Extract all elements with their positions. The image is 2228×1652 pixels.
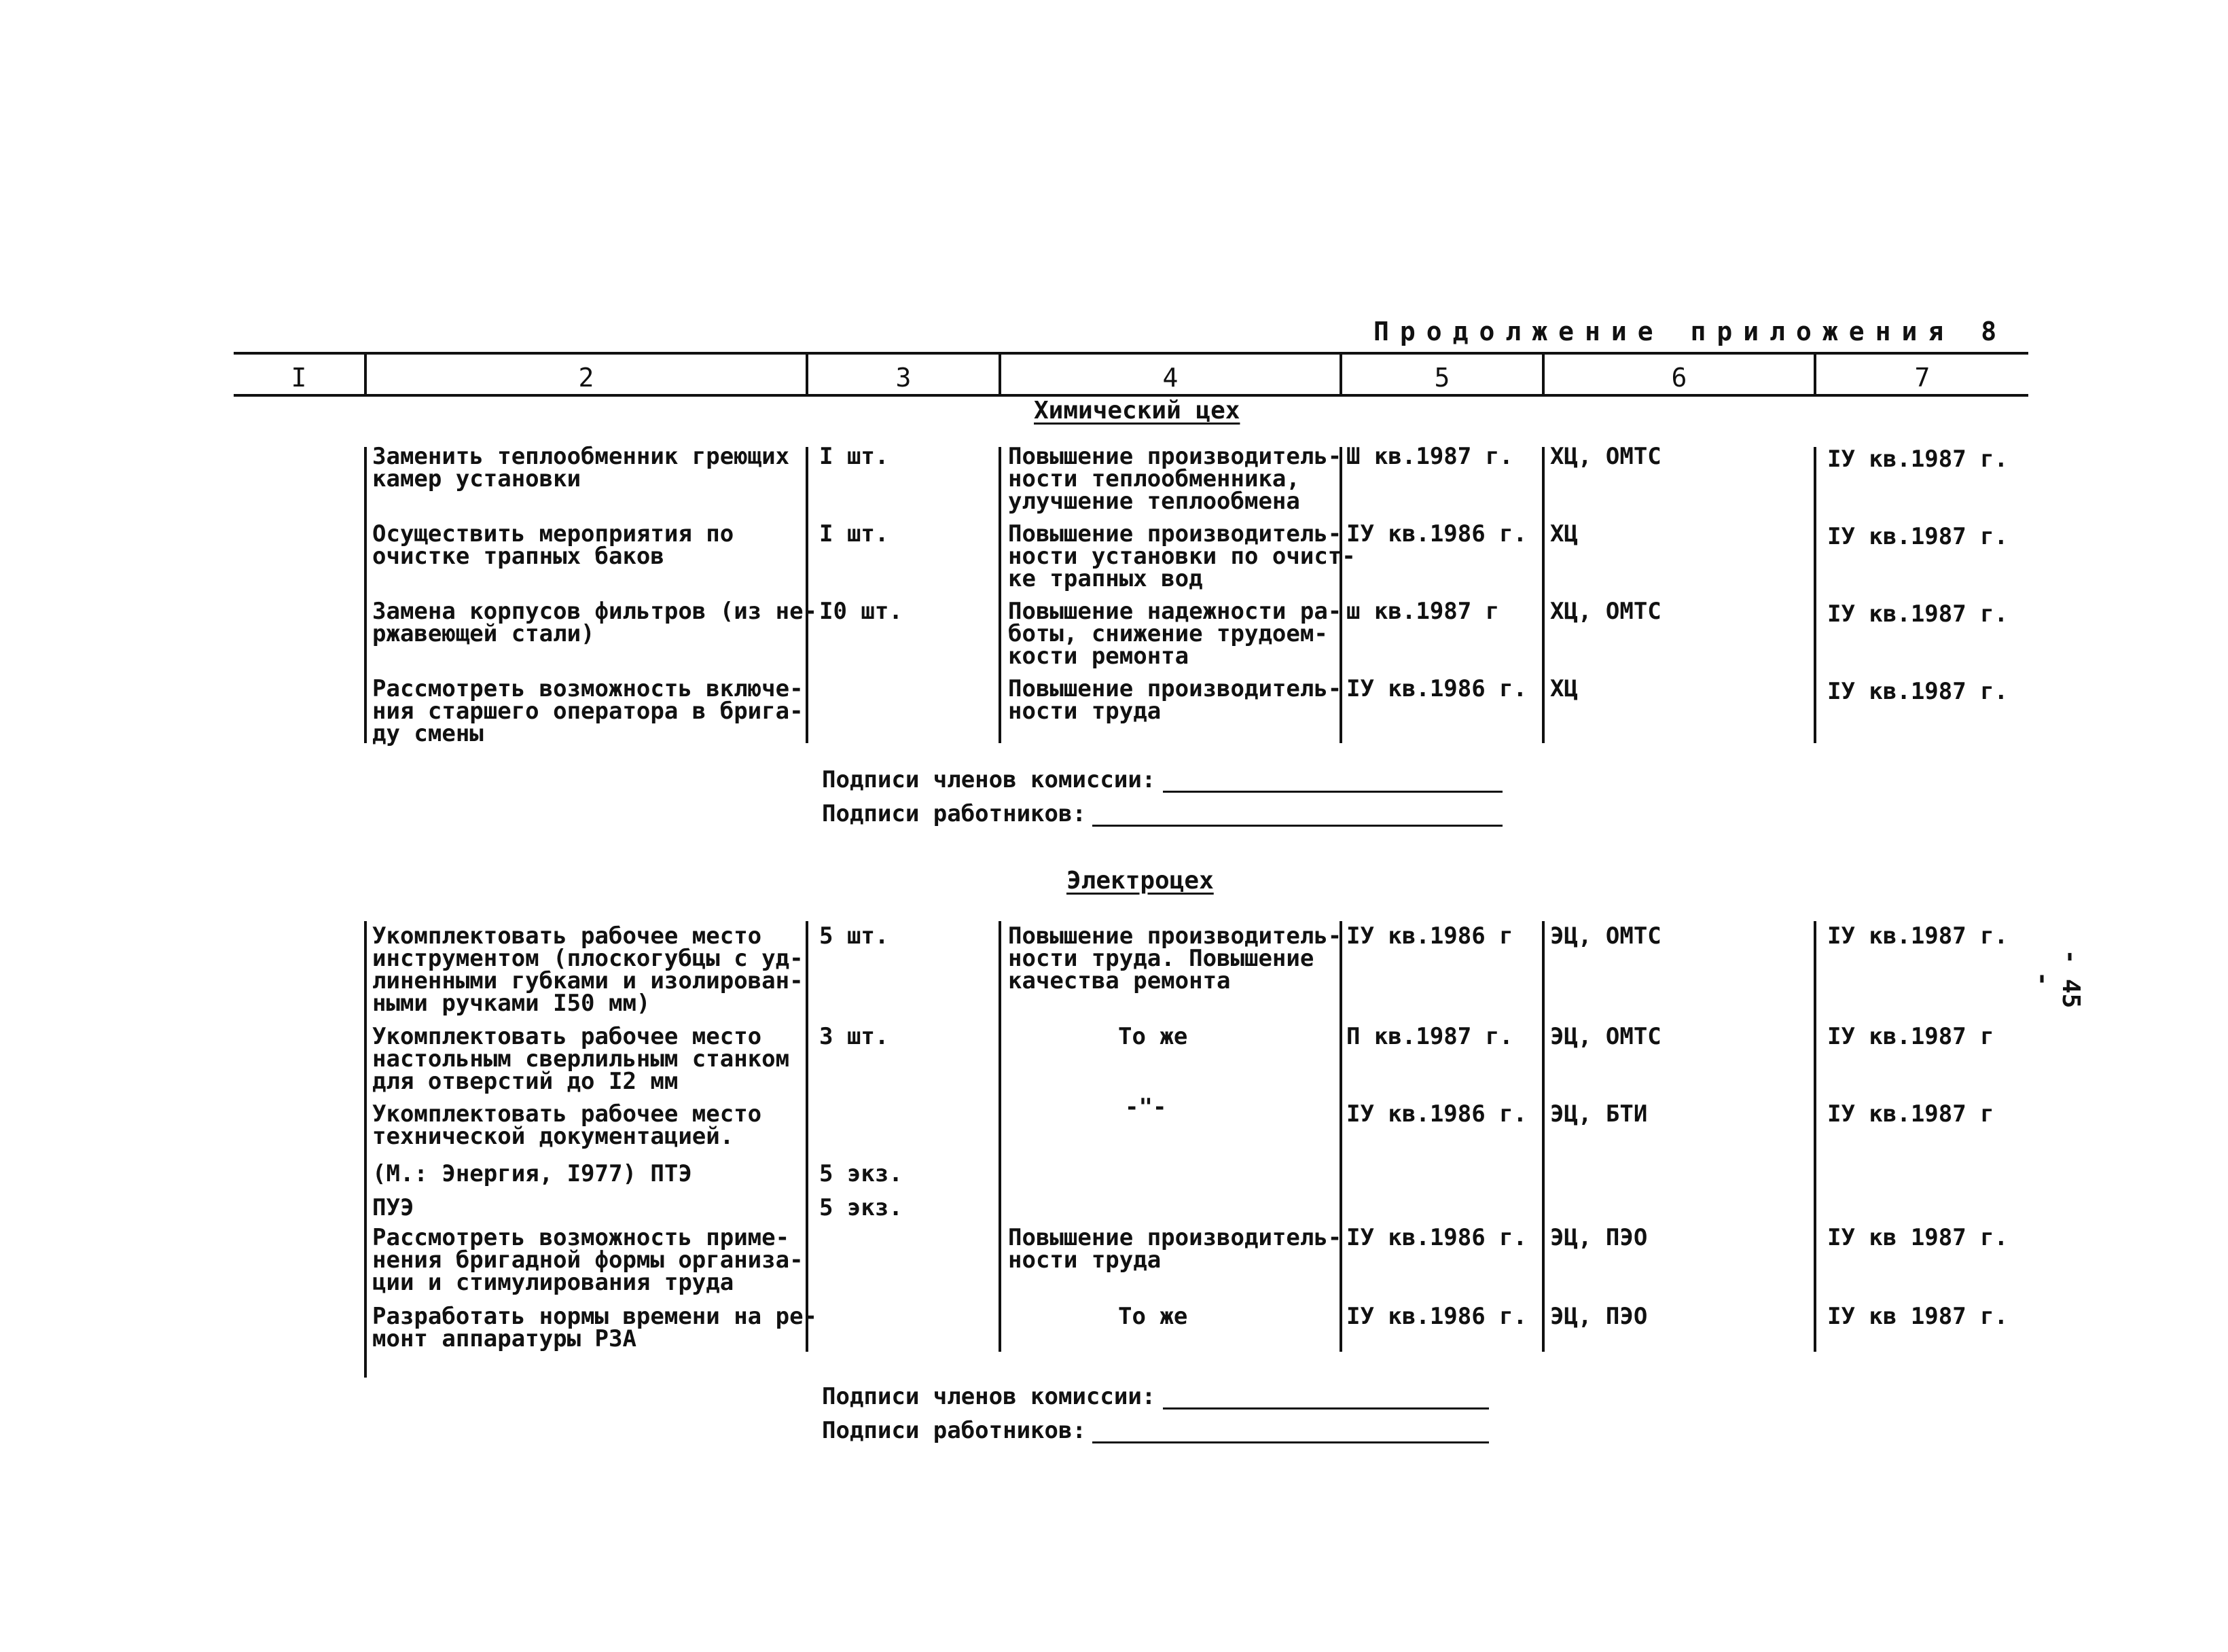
table-row-cell-quantity: 5 экз. <box>819 1160 903 1187</box>
appendix-title: Продолжение приложения 8 <box>1373 317 2008 346</box>
section2-divider <box>1814 921 1816 1352</box>
table-row-cell-measure: Разработать нормы времени на ре- монт аппаратуры РЗА <box>372 1303 818 1352</box>
table-row-cell-term: IУ кв.1986 г. <box>1346 1100 1528 1128</box>
table-row-cell-deadline: IУ кв.1987 г. <box>1827 678 2009 705</box>
section1-divider <box>1542 447 1545 743</box>
table-row-cell-measure: Замена корпусов фильтров (из не- ржавеющей стали) <box>372 598 818 647</box>
table-row-cell-measure: ПУЭ <box>372 1194 414 1221</box>
table-row-cell-term: Ш кв.1987 г. <box>1346 443 1513 470</box>
table-row-cell-goal: То же <box>1118 1023 1188 1050</box>
table-row-cell-responsible: ХЦ <box>1550 520 1578 547</box>
table-row-cell-term: IУ кв.1986 г. <box>1346 1224 1528 1251</box>
table-row-cell-deadline: IУ кв.1987 г <box>1827 1100 1994 1128</box>
signature-members-label: Подписи членов комиссии: <box>822 766 1156 793</box>
table-row-cell-goal: Повышение производитель- ности теплообменника, улучшение теплообмена <box>1008 443 1342 515</box>
section1-divider <box>999 447 1001 743</box>
table-row-cell-quantity: I шт. <box>819 520 889 547</box>
table-row-cell-measure: Рассмотреть возможность включе- ния старшего оператора в брига- ду смены <box>372 675 804 747</box>
table-row-cell-term: IУ кв.1986 г. <box>1346 675 1528 702</box>
table-row-cell-quantity: I0 шт. <box>819 598 903 625</box>
table-row-cell-measure: Укомплектовать рабочее место настольным сверлильным станком для отверстий до I2 мм <box>372 1023 790 1095</box>
table-row-cell-deadline: IУ кв 1987 г. <box>1827 1303 2009 1330</box>
section2-divider <box>806 921 808 1352</box>
section1-divider <box>806 447 808 743</box>
table-row-cell-measure: Укомплектовать рабочее место технической документацией. <box>372 1100 762 1150</box>
page-number: - 45 - <box>2029 949 2085 1009</box>
column-number-6: 6 <box>1671 363 1687 393</box>
table-row-cell-goal: Повышение производитель- ности труда. Повышение качества ремонта <box>1008 922 1342 994</box>
column-number-4: 4 <box>1162 363 1179 393</box>
table-row-cell-goal: -"- <box>1125 1094 1167 1121</box>
table-row-cell-responsible: ХЦ, ОМТС <box>1550 598 1661 625</box>
table-row-cell-term: IУ кв.1986 г. <box>1346 520 1528 547</box>
signature-members-line <box>1163 1407 1489 1409</box>
table-row-cell-deadline: IУ кв.1987 г <box>1827 1023 1994 1050</box>
table-row-cell-measure: Рассмотреть возможность приме- нения бригадной формы организа- ции и стимулирования труда <box>372 1224 804 1296</box>
table-row-cell-responsible: ЭЦ, ОМТС <box>1550 922 1661 950</box>
section2-divider <box>999 921 1001 1352</box>
table-row-cell-term: П кв.1987 г. <box>1346 1023 1513 1050</box>
table-row-cell-deadline: IУ кв.1987 г. <box>1827 446 2009 473</box>
column-number-2: 2 <box>578 363 594 393</box>
table-row-cell-measure: Осуществить мероприятия по очистке трапных баков <box>372 520 734 570</box>
table-row-cell-deadline: IУ кв.1987 г. <box>1827 600 2009 628</box>
column-number-1: I <box>291 363 307 393</box>
table-row-cell-deadline: IУ кв 1987 г. <box>1827 1224 2009 1251</box>
section1-divider <box>1814 447 1816 743</box>
table-row-cell-measure: Укомплектовать рабочее место инструментом (плоскогубцы с уд- линенными губками и изолирован- ными ручками I50 мм) <box>372 922 804 1017</box>
column-number-7: 7 <box>1914 363 1930 393</box>
table-row-cell-responsible: ХЦ <box>1550 675 1578 702</box>
table-row-cell-responsible: ЭЦ, БТИ <box>1550 1100 1648 1128</box>
table-row-cell-quantity: 5 шт. <box>819 922 889 950</box>
table-row-cell-responsible: ЭЦ, ОМТС <box>1550 1023 1661 1050</box>
section2-divider <box>1542 921 1545 1352</box>
signature-workers-label: Подписи работников: <box>822 1417 1086 1444</box>
column-number-3: 3 <box>895 363 912 393</box>
section2-left-border <box>364 921 367 1378</box>
table-row-cell-measure: (М.: Энергия, I977) ПТЭ <box>372 1160 692 1187</box>
table-row-cell-deadline: IУ кв.1987 г. <box>1827 922 2009 950</box>
table-row-cell-responsible: ХЦ, ОМТС <box>1550 443 1661 470</box>
column-number-5: 5 <box>1434 363 1450 393</box>
table-row-cell-quantity: 3 шт. <box>819 1023 889 1050</box>
table-row-cell-quantity: 5 экз. <box>819 1194 903 1221</box>
signature-members-label: Подписи членов комиссии: <box>822 1383 1156 1410</box>
table-row-cell-responsible: ЭЦ, ПЭО <box>1550 1303 1648 1330</box>
table-row-cell-goal: То же <box>1118 1303 1188 1330</box>
table-row-cell-goal: Повышение надежности ра- боты, снижение трудоем- кости ремонта <box>1008 598 1342 670</box>
table-row-cell-deadline: IУ кв.1987 г. <box>1827 523 2009 550</box>
table-row-cell-responsible: ЭЦ, ПЭО <box>1550 1224 1648 1251</box>
signature-members-line <box>1163 791 1503 793</box>
header-top-rule <box>234 352 2028 355</box>
table-row-cell-measure: Заменить теплообменник греющих камер установки <box>372 443 790 492</box>
table-row-cell-term: IУ кв.1986 г. <box>1346 1303 1528 1330</box>
table-row-cell-term: IУ кв.1986 г <box>1346 922 1513 950</box>
table-row-cell-goal: Повышение производитель- ности труда <box>1008 1224 1342 1274</box>
section1-left-border <box>364 447 367 743</box>
signature-workers-line <box>1092 1441 1489 1443</box>
table-row-cell-goal: Повышение производитель- ности труда <box>1008 675 1342 725</box>
signature-workers-line <box>1092 825 1503 827</box>
section-title-chemical: Химический цех <box>1034 397 1240 425</box>
signature-workers-label: Подписи работников: <box>822 800 1086 827</box>
table-row-cell-goal: Повышение производитель- ности установки по очист- ке трапных вод <box>1008 520 1356 592</box>
section-title-electrical: Электроцех <box>1066 867 1214 895</box>
table-row-cell-term: ш кв.1987 г <box>1346 598 1500 625</box>
table-row-cell-quantity: I шт. <box>819 443 889 470</box>
